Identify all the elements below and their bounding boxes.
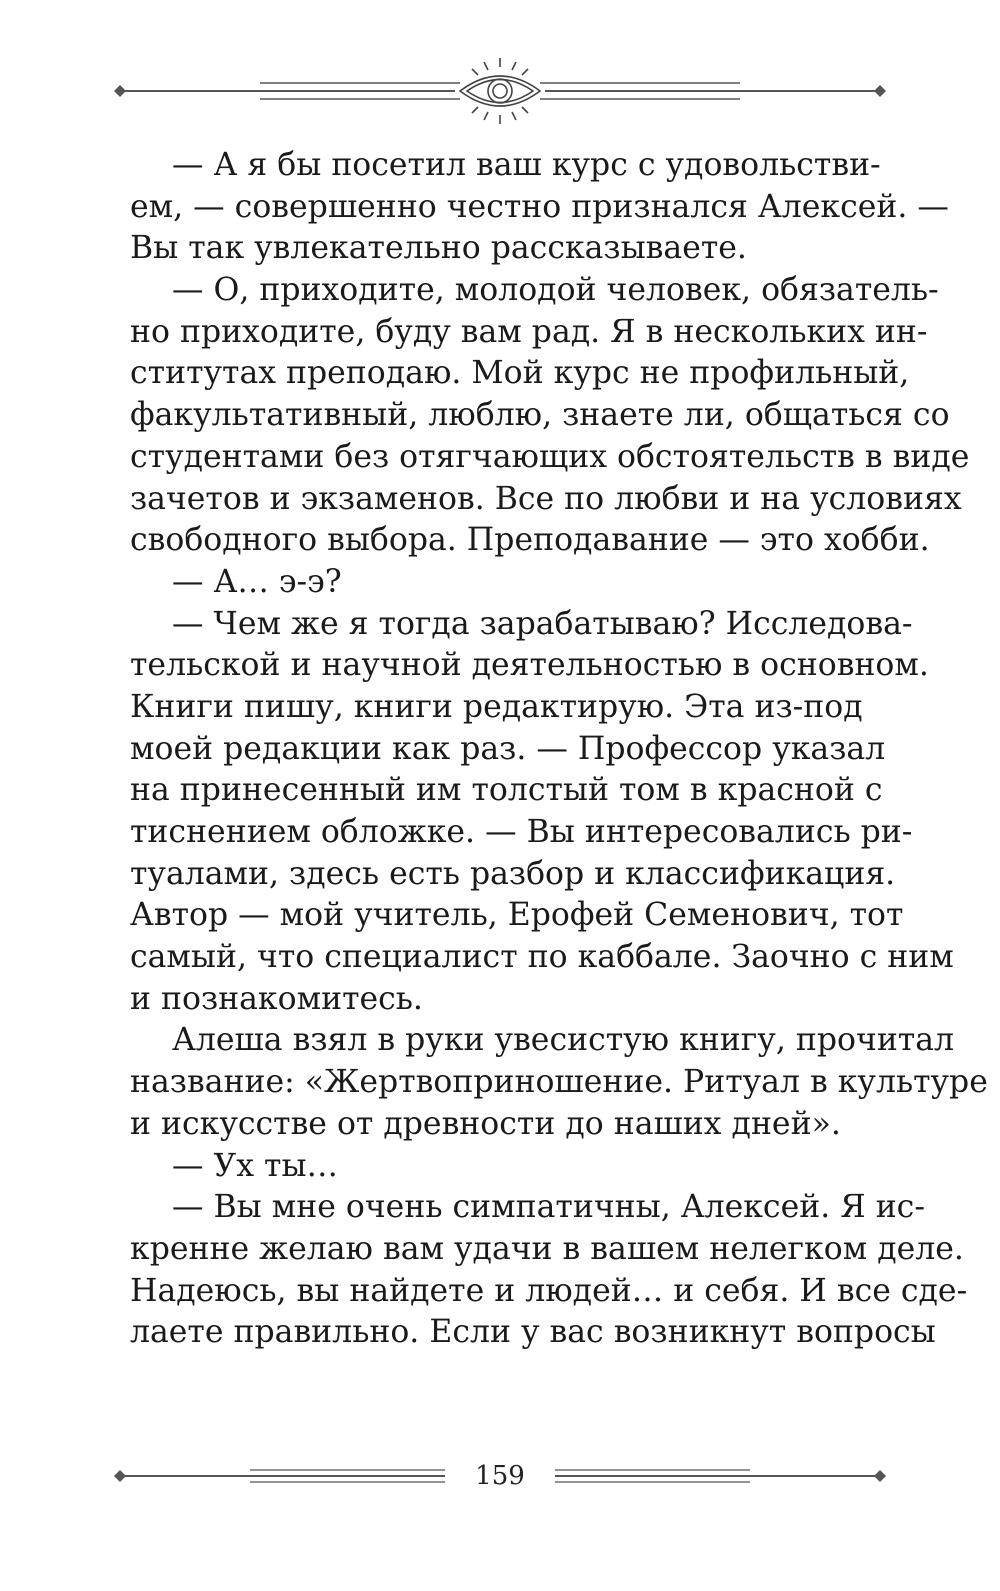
text-line: тельской и научной деятельностью в основном.	[130, 647, 929, 684]
body-text	[130, 145, 988, 1354]
text-line: и познакомитесь.	[130, 980, 423, 1017]
text-line: название: «Жертвоприношение. Ритуал в культуре	[130, 1064, 988, 1101]
text-line: ем, — совершенно честно признался Алексей. —	[130, 188, 949, 225]
left-diamond-icon	[114, 1470, 126, 1482]
text-line: — А… э-э?	[172, 563, 342, 600]
text-line: зачетов и экзаменов. Все по любви и на условиях	[130, 480, 962, 517]
right-diamond-icon	[874, 1470, 886, 1482]
right-diamond-icon	[874, 85, 886, 97]
text-line: — Вы мне очень симпатичны, Алексей. Я ис-	[172, 1189, 925, 1226]
text-line: на принесенный им толстый том в красной с	[130, 772, 883, 809]
left-diamond-icon	[114, 85, 126, 97]
text-line: — А я бы посетил ваш курс с удовольстви-	[172, 147, 881, 183]
text-line: Надеюсь, вы найдете и людей… и себя. И все сде-	[130, 1272, 968, 1309]
text-line: Книги пишу, книги редактирую. Эта из-под	[130, 688, 863, 725]
text-line: туалами, здесь есть разбор и классификация.	[130, 855, 896, 892]
text-line: моей редакции как раз. — Профессор указал	[130, 730, 886, 767]
text-line: лаете правильно. Если у вас возникнут вопросы	[130, 1314, 936, 1351]
text-line: самый, что специалист по каббале. Заочно с ним	[130, 939, 954, 976]
text-line: — О, приходите, молодой человек, обязатель-	[172, 272, 939, 309]
text-line: — Ух ты…	[172, 1147, 339, 1184]
text-line: свободного выбора. Преподавание — это хобби.	[130, 522, 930, 559]
text-line: Алеша взял в руки увесистую книгу, прочитал	[172, 1022, 955, 1059]
text-line: и искусстве от древности до наших дней».	[130, 1105, 841, 1142]
text-line: ститутах преподаю. Мой курс не профильный,	[130, 355, 910, 392]
page-number: 159	[475, 1461, 525, 1491]
text-line: — Чем же я тогда зарабатываю? Исследова-	[172, 605, 913, 642]
header-ornament	[110, 55, 890, 130]
text-line: Автор — мой учитель, Ерофей Семенович, тот	[130, 897, 904, 934]
text-line: студентами без отягчающих обстоятельств в виде	[130, 438, 970, 475]
text-line: Вы так увлекательно рассказываете.	[130, 230, 747, 267]
text-line: кренне желаю вам удачи в вашем нелегком деле.	[130, 1230, 964, 1267]
eye-icon	[460, 58, 540, 124]
text-line: тиснением обложке. — Вы интересовались ри-	[130, 814, 913, 850]
text-line: факультативный, люблю, знаете ли, общаться со	[130, 397, 950, 434]
text-line: но приходите, буду вам рад. Я в нескольких ин-	[130, 313, 928, 350]
